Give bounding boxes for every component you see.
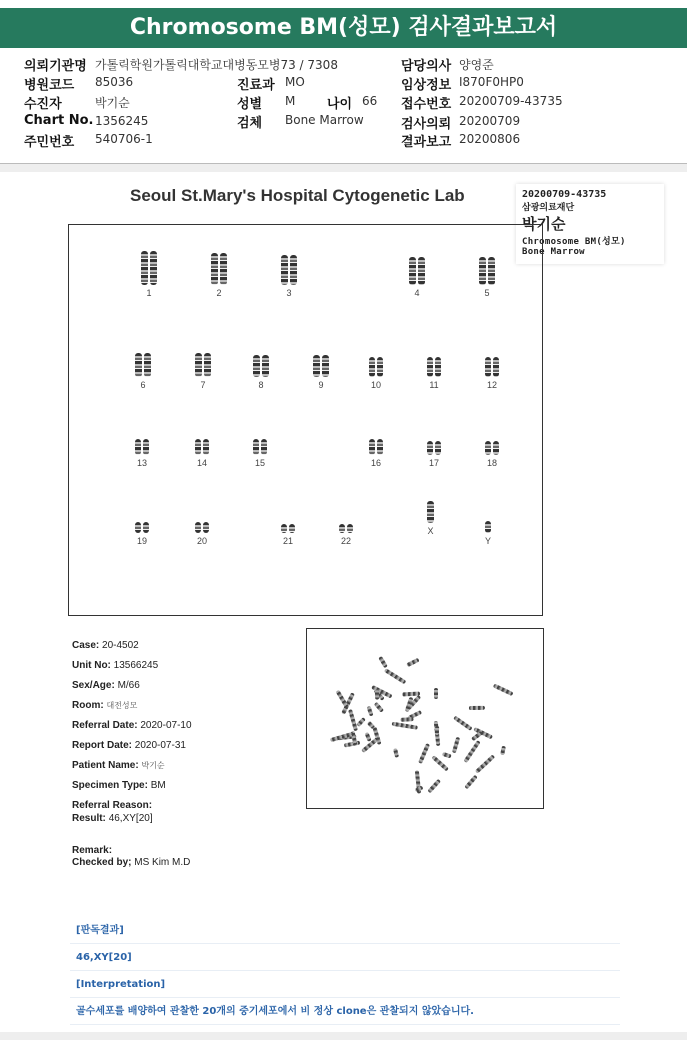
metaphase-chromosome — [343, 740, 360, 747]
unit-value: 13566245 — [113, 660, 159, 671]
name-label: 수진자 — [24, 97, 62, 112]
request-label: 검사의뢰 — [401, 117, 452, 132]
remark-label: Remark: — [72, 845, 113, 856]
metaphase-chromosome — [356, 717, 366, 727]
referral-reason-label: Referral Reason: — [72, 800, 153, 811]
metaphase-chromosome — [401, 717, 414, 722]
chromosome-label: 9 — [318, 380, 324, 390]
chromosome-label: 7 — [200, 380, 206, 390]
chromosome-7 — [195, 353, 211, 390]
referral-date-label: Referral Date: — [72, 720, 138, 731]
request-value: 20200709 — [459, 114, 521, 128]
chromosome-14 — [195, 439, 209, 468]
id-label: 주민번호 — [24, 135, 75, 150]
receipt-value: 20200709-43735 — [459, 94, 563, 108]
chromosome-label: 21 — [282, 536, 293, 546]
chromosome-label: 2 — [216, 288, 222, 298]
metaphase-chromosome — [373, 702, 383, 713]
card-receipt-number: 20200709-43735 — [522, 189, 607, 200]
chart-label: Chart No. — [24, 113, 94, 128]
chromosome-12 — [485, 357, 499, 390]
chromosome-20 — [195, 522, 209, 546]
chromosome-3 — [281, 255, 297, 298]
metaphase-chromosome — [452, 736, 460, 753]
metaphase-chromosome — [463, 740, 480, 763]
chromosome-label: 18 — [486, 458, 497, 468]
chromosome-5 — [479, 257, 495, 298]
chromosome-label: 17 — [428, 458, 439, 468]
metaphase-chromosome — [469, 705, 485, 709]
dept-value: MO — [285, 75, 305, 89]
metaphase-chromosome — [453, 716, 472, 731]
bottom-band — [0, 1032, 687, 1040]
karyotype-result: 46,XY[20] — [70, 945, 620, 971]
chromosome-label: 3 — [286, 288, 292, 298]
chromosome-18 — [485, 441, 499, 468]
code-label: 병원코드 — [24, 78, 75, 93]
result-section-heading: [판독결과] — [70, 918, 620, 944]
unit-label: Unit No: — [72, 660, 111, 671]
metaphase-chromosome — [378, 656, 388, 668]
hospital-value: 가톨릭학원가톨릭대학교대병동모병73 / 7308 — [95, 58, 338, 72]
report-title: Chromosome BM(성모) 검사결과보고서 — [0, 8, 687, 48]
referral-date-value: 2020-07-10 — [140, 720, 192, 731]
clinical-value: I870F0HP0 — [459, 75, 524, 89]
chromosome-label: 12 — [486, 380, 497, 390]
chromosome-X — [427, 501, 434, 536]
checked-by-label: Checked by; — [72, 857, 132, 868]
chromosome-label: 10 — [370, 380, 381, 390]
metaphase-chromosome — [500, 745, 506, 755]
checked-by-value: MS Kim M.D — [134, 857, 191, 868]
chromosome-2 — [211, 253, 227, 298]
karyogram-box — [68, 224, 543, 616]
metaphase-chromosome — [367, 705, 374, 716]
patient-info-section — [0, 52, 687, 164]
sexage-label: Sex/Age: — [72, 680, 115, 691]
metaphase-chromosome — [375, 690, 379, 700]
metaphase-chromosome — [392, 722, 418, 730]
chromosome-label: 1 — [146, 288, 152, 298]
report-date-label: Report Date: — [72, 740, 133, 751]
result-label: Result: — [72, 813, 106, 824]
chromosome-10 — [369, 357, 383, 390]
report-date-value: 2020-07-31 — [134, 740, 186, 751]
specimen-value: Bone Marrow — [285, 113, 364, 127]
card-patient-name: 박기순 — [522, 215, 566, 233]
chromosome-label: 15 — [254, 458, 265, 468]
gray-band — [0, 164, 687, 172]
clinical-label: 임상정보 — [401, 78, 452, 93]
chromosome-label: 6 — [140, 380, 146, 390]
hospital-label: 의뢰기관명 — [24, 59, 87, 74]
chromosome-16 — [369, 439, 383, 468]
chromosome-label: 5 — [484, 288, 490, 298]
metaphase-chromosome — [443, 752, 452, 758]
sex-label: 성별 — [237, 97, 263, 112]
metaphase-chromosome — [434, 726, 438, 736]
metaphase-image — [306, 628, 544, 809]
case-value: 20-4502 — [102, 640, 139, 651]
code-value: 85036 — [95, 75, 134, 89]
lab-title: Seoul St.Mary's Hospital Cytogenetic Lab — [130, 186, 465, 205]
chromosome-label: X — [427, 526, 434, 536]
chromosome-label: 19 — [136, 536, 147, 546]
card-lab-name: 삼광의료재단 — [522, 203, 575, 213]
age-label: 나이 — [327, 97, 353, 112]
chromosome-label: 22 — [340, 536, 351, 546]
result-value: 46,XY[20] — [108, 813, 153, 824]
specimen-type-label: Specimen Type: — [72, 780, 148, 791]
room-value: 대전성모 — [106, 701, 138, 710]
metaphase-chromosome — [427, 779, 441, 794]
receipt-label: 접수번호 — [401, 97, 452, 112]
chromosome-Y — [485, 521, 491, 546]
report-value: 20200806 — [459, 132, 521, 146]
chromosome-6 — [135, 353, 151, 390]
metaphase-chromosome — [348, 709, 358, 731]
chromosome-22 — [339, 524, 353, 546]
card-specimen: Bone Marrow — [522, 247, 585, 257]
sex-value: M — [285, 94, 296, 108]
card-test-name: Chromosome BM(성모) — [522, 237, 626, 247]
chromosome-label: 8 — [258, 380, 264, 390]
chromosome-label: 11 — [429, 380, 439, 390]
metaphase-chromosome — [464, 774, 478, 789]
chromosome-19 — [135, 522, 149, 546]
chromosome-1 — [141, 251, 157, 298]
patient-name-value: 박기순 — [141, 761, 165, 770]
chromosome-label: Y — [485, 536, 492, 546]
interpretation-text: 골수세포를 배양하여 관찰한 20개의 중기세포에서 비 정상 clone은 관찰되지 않았습니다. — [70, 999, 620, 1025]
report-label: 결과보고 — [401, 135, 452, 150]
chromosome-label: 20 — [196, 536, 207, 546]
metaphase-chromosome — [407, 658, 420, 667]
specimen-type-value: BM — [150, 780, 166, 791]
metaphase-chromosome — [418, 743, 430, 764]
metaphase-chromosome — [492, 683, 513, 696]
chromosome-label: 16 — [370, 458, 381, 468]
metaphase-chromosome — [383, 668, 406, 684]
specimen-label: 검체 — [237, 116, 263, 131]
metaphase-chromosome — [474, 755, 494, 774]
chromosome-15 — [253, 439, 267, 468]
sexage-value: M/66 — [117, 680, 140, 691]
name-value: 박기순 — [95, 96, 130, 110]
chromosome-label: 4 — [414, 288, 420, 298]
age-value: 66 — [362, 94, 378, 108]
chromosome-label: 14 — [196, 458, 207, 468]
chromosome-9 — [313, 355, 329, 390]
dept-label: 진료과 — [237, 78, 275, 93]
chromosome-21 — [281, 524, 295, 546]
interpretation-heading: [Interpretation] — [70, 972, 620, 998]
chromosome-17 — [427, 441, 441, 468]
metaphase-chromosome — [393, 748, 399, 758]
chart-value: 1356245 — [95, 114, 149, 128]
metaphase-chromosome — [434, 688, 438, 699]
patient-name-label: Patient Name: — [72, 760, 139, 771]
chromosome-13 — [135, 439, 149, 468]
chromosome-4 — [409, 257, 425, 298]
karyotype-report — [0, 172, 687, 1032]
case-label: Case: — [72, 640, 100, 651]
metaphase-chromosome — [402, 691, 420, 696]
chromosome-label: 13 — [136, 458, 147, 468]
chromosome-8 — [253, 355, 269, 390]
id-value: 540706-1 — [95, 132, 153, 146]
chromosome-11 — [427, 357, 441, 390]
doctor-value: 양영준 — [459, 58, 494, 72]
doctor-label: 담당의사 — [401, 59, 452, 74]
room-label: Room: — [72, 700, 104, 711]
